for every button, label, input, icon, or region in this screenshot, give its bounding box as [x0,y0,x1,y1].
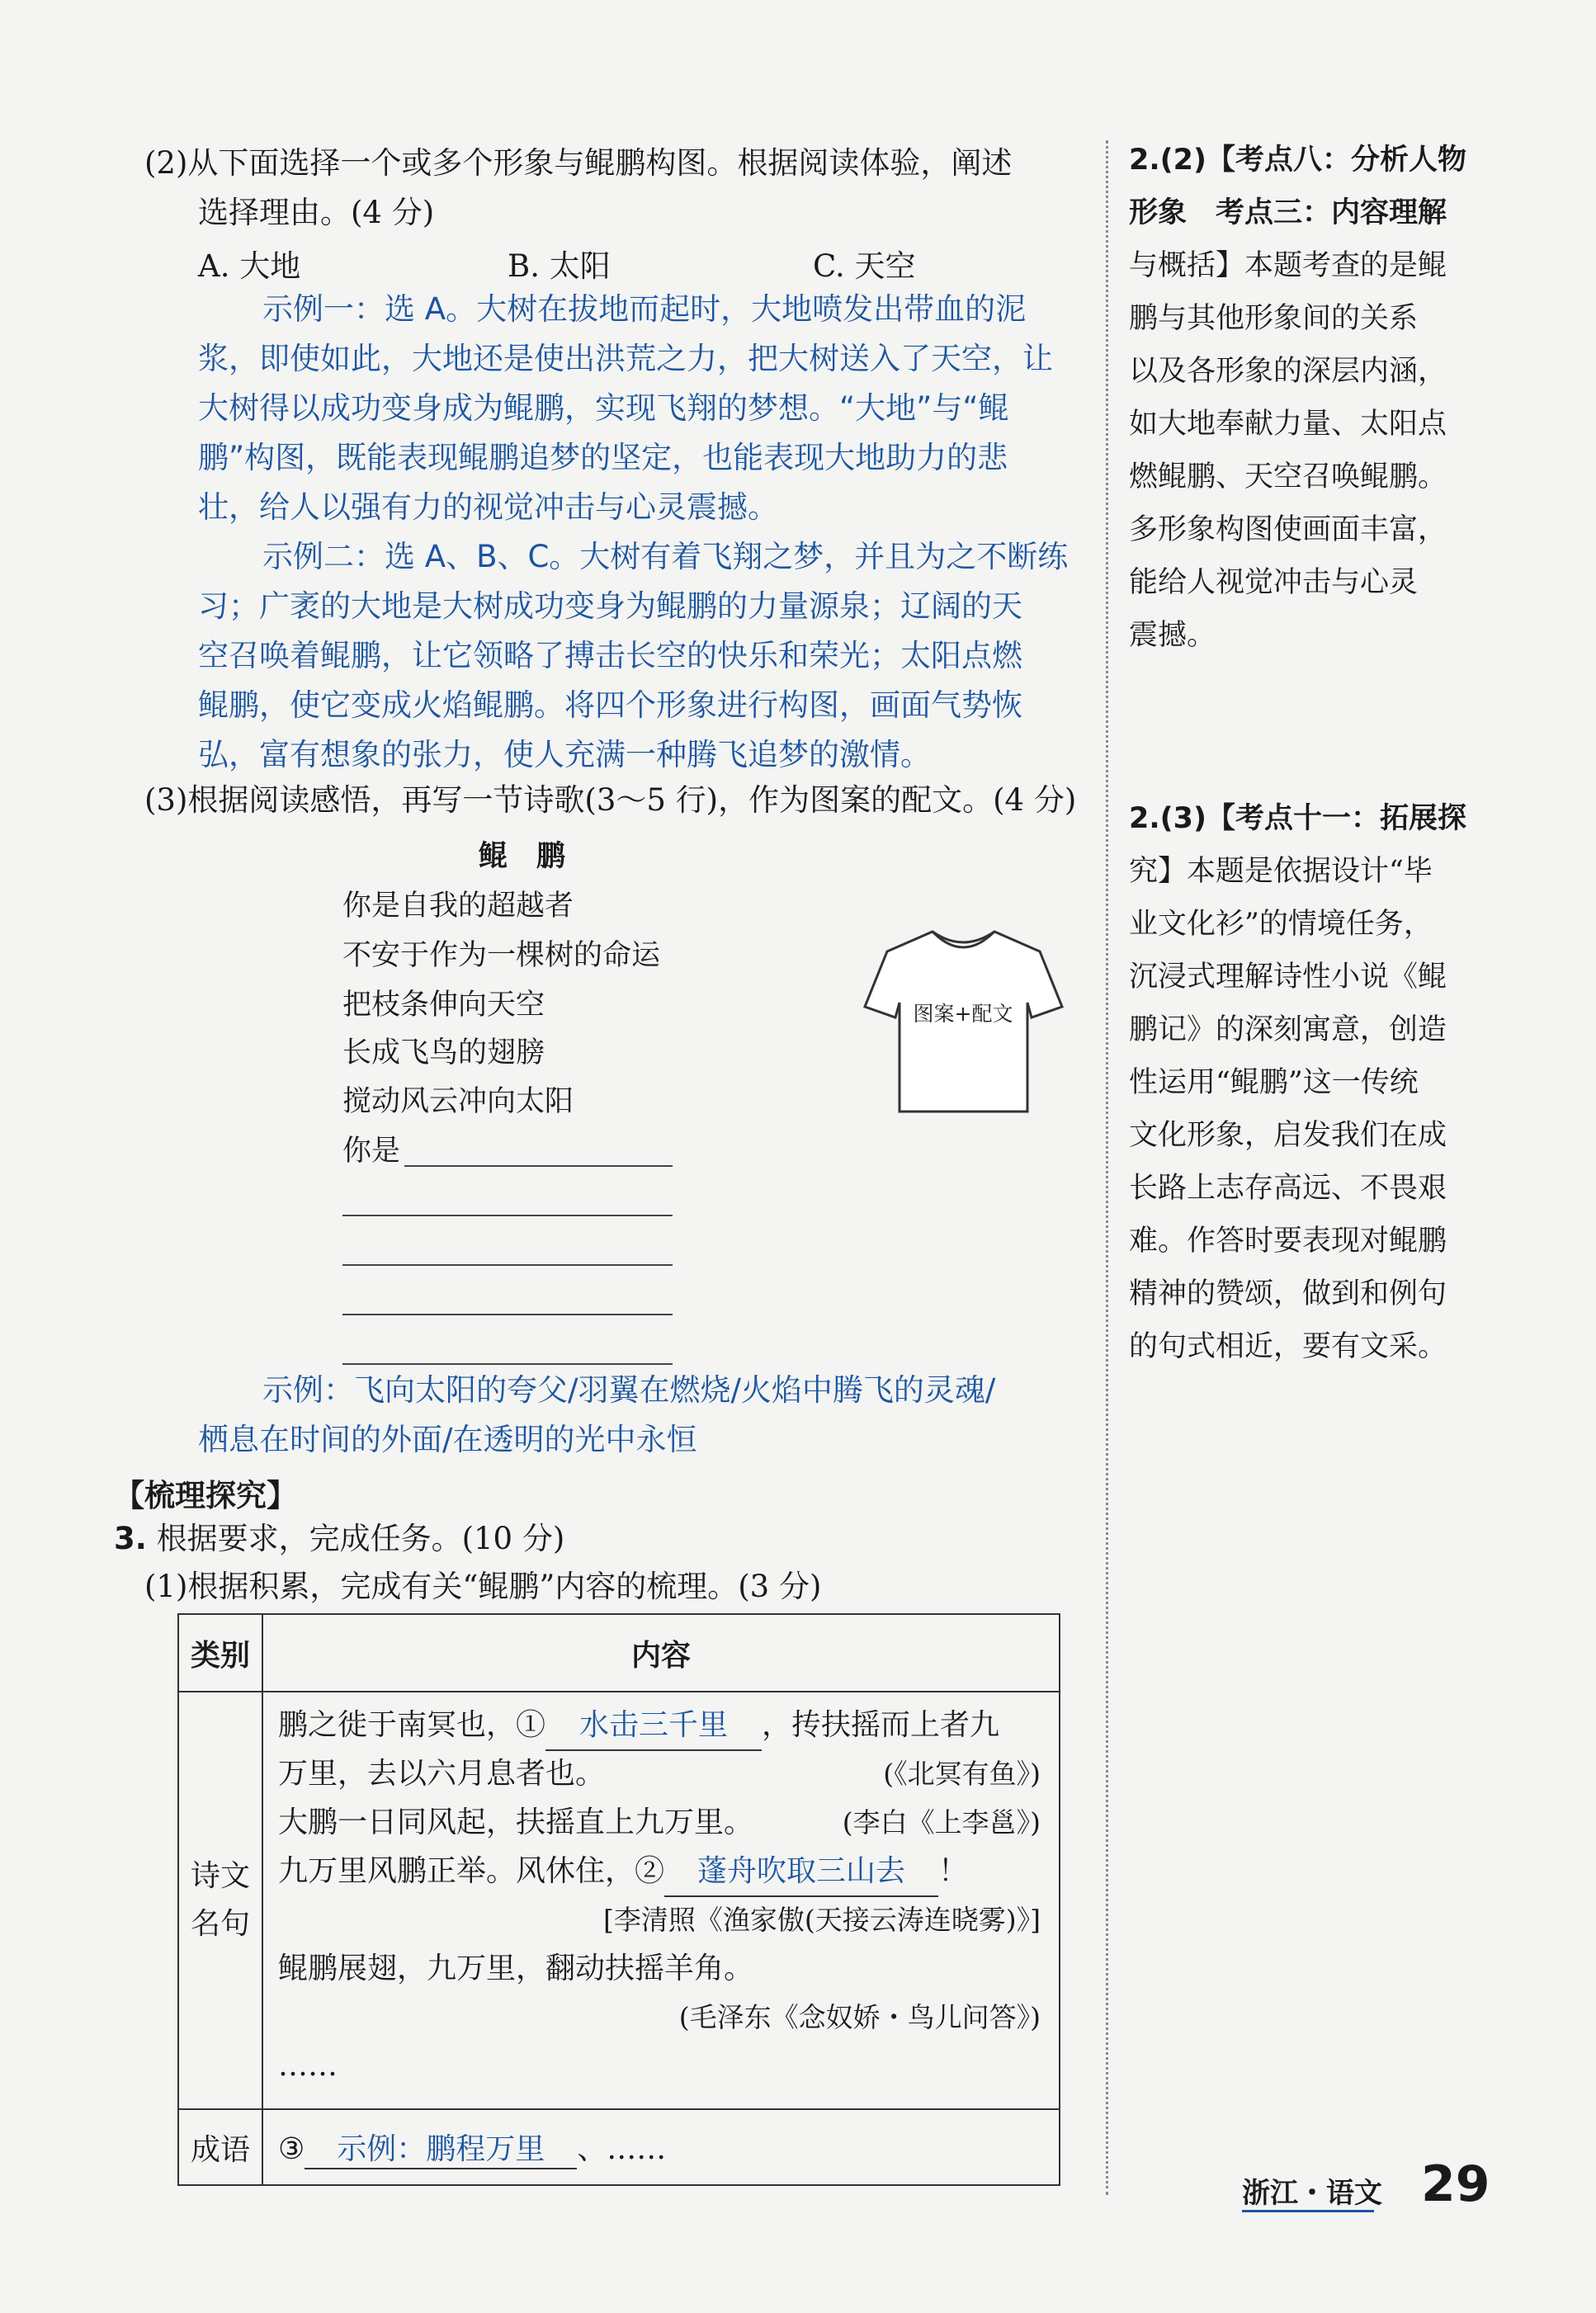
row-content-idioms: ③ 示例：鹏程万里 、…… [262,2109,1060,2185]
ellipsis: …… [278,2049,338,2083]
blank-line-5 [342,1362,673,1365]
question-2-2-prompt-line1: (2)从下面选择一个或多个形象与鲲鹏构图。根据阅读体验，阐述 [144,145,1013,181]
question-3-sub1: (1)根据积累，完成有关“鲲鹏”内容的梳理。(3 分) [144,1569,822,1604]
row-content-poems [262,1692,1060,2109]
note1-line-2: 形象 考点三：内容理解 [1129,196,1447,229]
option-a: A. 大地 [198,248,301,284]
source-2: (李白《上李邕》) [842,1806,1041,1839]
footer-region: 浙江・语文 [1242,2177,1382,2210]
poem-line-3: 把枝条伸向天空 [342,989,545,1022]
sidebar-note-1: 2.(2)【考点八：分析人物 形象 考点三：内容理解 与概括】本题考查的是鲲 鹏与其他形象间的关系 以及各形象的深层内涵， 如大地奉献力量、太阳点 燃鲲鹏、天空召唤鲲鹏。 多形象构图使画面丰富， 能给人视觉冲击与心灵 震撼。 [1129,134,1466,662]
row-category-idioms: 成语 [178,2109,262,2185]
table-row [178,2109,1060,2185]
option-c: C. 天空 [813,248,916,284]
note1-line-1: 2.(2)【考点八：分析人物 [1129,144,1466,177]
column-divider [1106,140,1108,2195]
note1-line-3: 与概括】本题考查的是鲲 [1129,249,1447,282]
fill-in-blank-2: 蓬舟吹取三山去 [664,1847,938,1897]
source-1: (《北冥有鱼》) [883,1758,1041,1790]
poem-line-1: 你是自我的超越者 [342,890,574,923]
quote-line-4: 九万里风鹏正举。风休住，② 蓬舟吹取三山去 ！ [278,1847,1059,1895]
question-2-2-prompt-line2: 选择理由。(4 分) [198,195,435,230]
row-category-poems: 诗文 名句 [178,1692,262,2109]
blank-line-3 [342,1263,673,1266]
summary-table [177,1613,1060,2186]
answer-example-2: 示例二：选 A、B、C。大树有着飞翔之梦，并且为之不断练 习；广袤的大地是大树成功变身为鲲鹏的力量源泉；辽阔的天 空召唤着鲲鹏，让它领略了搏击长空的快乐和荣光；太阳点燃 鲲鹏，使它变成火焰鲲鹏。将四个形象进行构图，画面气势恢 弘，富有想象的张力，使人充满一种腾飞追梦的激情。 [198,539,1069,772]
fill-in-blank-3: 示例：鹏程万里 [305,2126,577,2169]
blank-line-1 [404,1164,673,1167]
poem-line-4: 长成飞鸟的翅膀 [342,1036,545,1069]
question-3-text: 根据要求，完成任务。(10 分) [156,1521,565,1556]
blank-line-4 [342,1312,673,1315]
fill-in-blank-1: 水击三千里 [545,1701,762,1751]
poem-line-2: 不安于作为一棵树的命运 [342,939,661,972]
quote-line-2: 万里，去以六月息者也。 (《北冥有鱼》) [278,1749,1059,1798]
sidebar-note-2: 2.(3)【考点十一：拓展探 究】本题是依据设计“毕 业文化衫”的情境任务， 沉浸式理解诗性小说《鲲 鹏记》的深刻寓意，创造 性运用“鲲鹏”这一传统 文化形象，启发我们在成 长路上志存高远、不畏艰 难。作答时要表现对鲲鹏 精神的赞颂，做到和例句 的句式相近，要有文采。 [1129,792,1466,1373]
header-content: 内容 [262,1614,1060,1692]
question-3-number: 3. [114,1521,147,1556]
poem-title: 鲲 鹏 [479,840,566,873]
blank-line-2 [342,1213,673,1216]
quote-line-3: 大鹏一日同风起，扶摇直上九万里。 (李白《上李邕》) [278,1798,1059,1847]
source-3: [李清照《渔家傲(天接云涛连晓雾)》] [603,1904,1041,1936]
question-3-prompt [114,1514,564,1564]
poem-line-6: 你是 [342,1135,401,1168]
source-4: (毛泽东《念奴娇・鸟儿问答》) [678,2001,1041,2033]
page-number: 29 [1421,2155,1490,2213]
poem-answer-line-2: 栖息在时间的外面/在透明的光中永恒 [198,1422,697,1457]
quote-line-1: 鹏之徙于南冥也，① 水击三千里 ，抟扶摇而上者九 [278,1701,1059,1749]
answer-example-1: 示例一：选 A。大树在拔地而起时，大地喷发出带血的泥 浆，即使如此，大地还是使出洪荒之力，把大树送入了天空，让 大树得以成功变身成为鲲鹏，实现飞翔的梦想。“大地”与“鲲 鹏”构图，既能表现鲲鹏追梦的坚定，也能表现大地助力的悲 壮，给人以强有力的视觉冲击与心灵震撼。 [198,291,1053,525]
option-b: B. 太阳 [508,248,611,284]
footer-underline [1242,2210,1374,2212]
question-2-3-prompt: (3)根据阅读感悟，再写一节诗歌(3～5 行)，作为图案的配文。(4 分) [144,782,1077,818]
table-row [178,1692,1060,2109]
header-category: 类别 [178,1614,262,1692]
tshirt-label: 图案+配文 [913,1002,1013,1026]
poem-line-5: 搅动风云冲向太阳 [342,1085,574,1118]
quote-line-5: 鲲鹏展翅，九万里，翻动扶摇羊角。 [278,1952,754,1985]
section-heading: 【梳理探究】 [114,1478,297,1513]
poem-answer-line-1: 示例：飞向太阳的夸父/羽翼在燃烧/火焰中腾飞的灵魂/ [262,1372,996,1408]
note2-line-1: 2.(3)【考点十一：拓展探 [1129,802,1466,835]
tshirt-icon [862,928,1065,1118]
table-header-row [178,1614,1060,1692]
